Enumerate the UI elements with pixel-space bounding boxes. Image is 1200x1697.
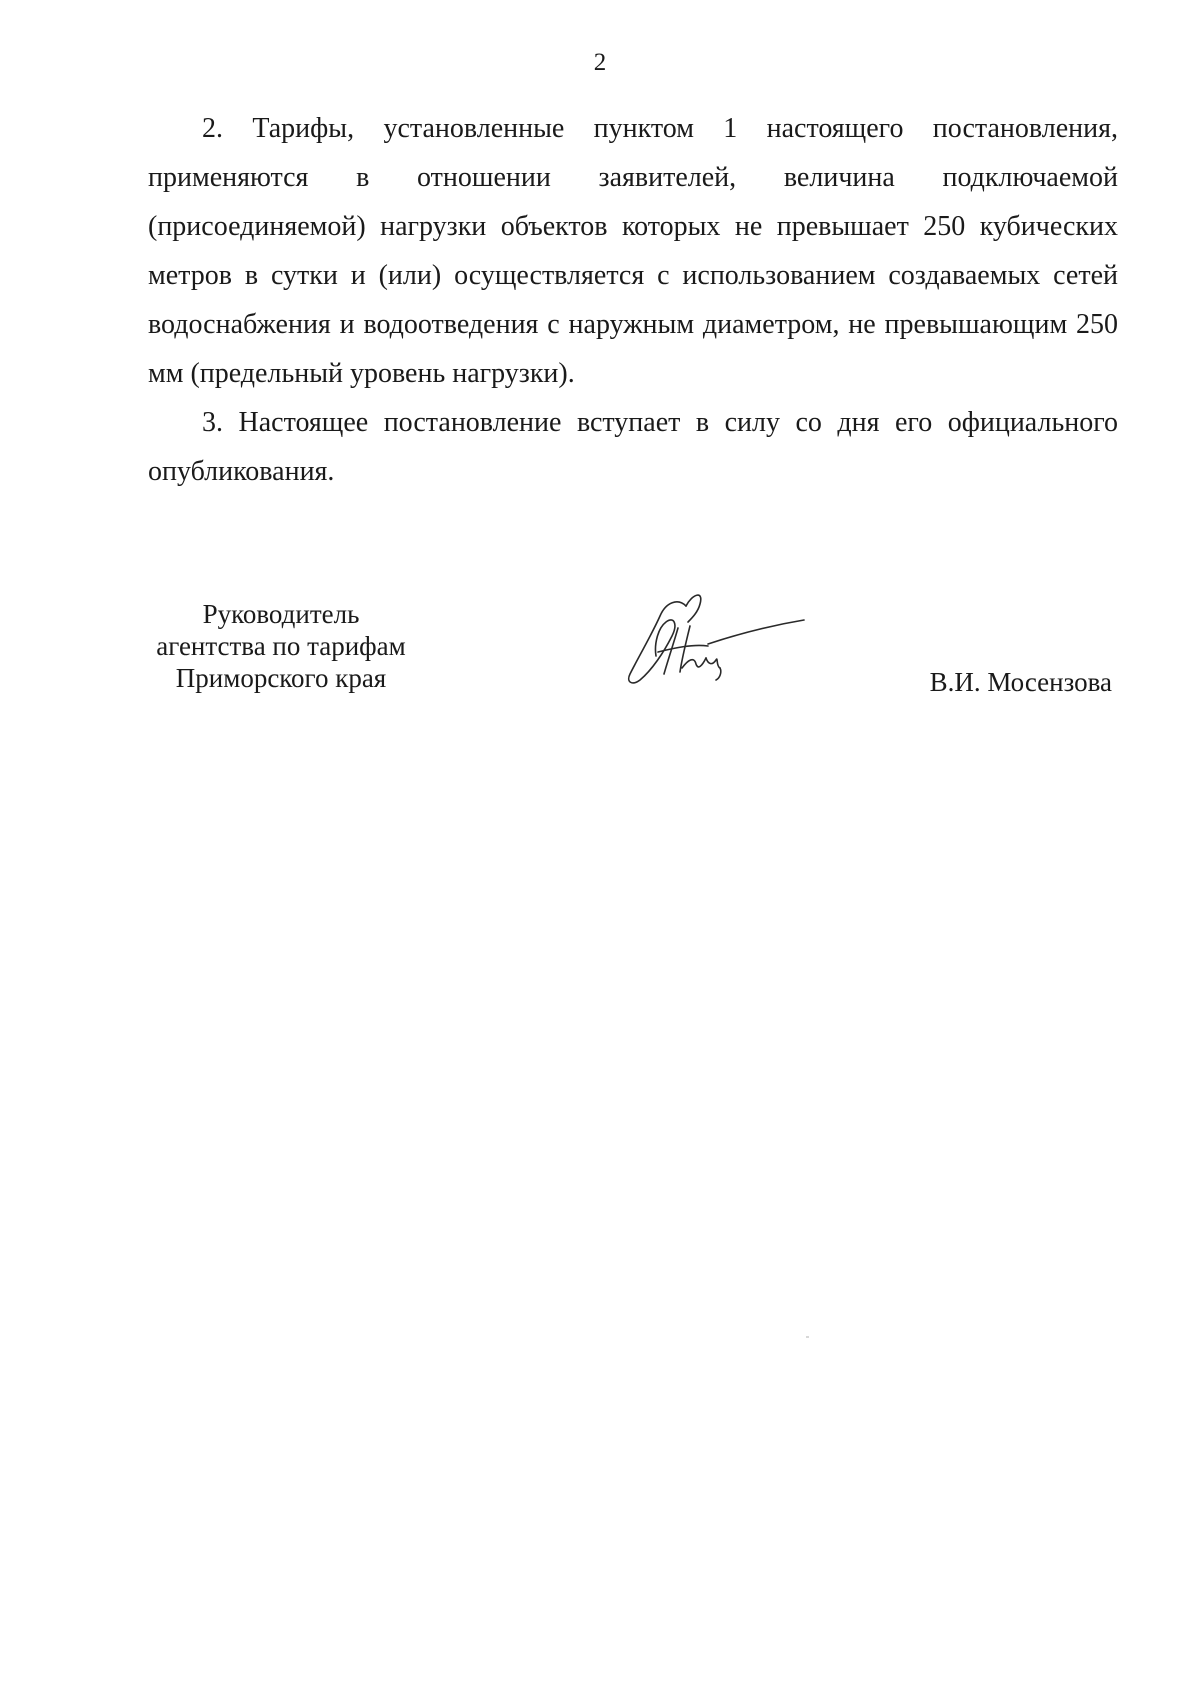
signature-block [146, 598, 1146, 718]
scan-artifact [806, 1336, 809, 1338]
signatory-name: В.И. Мосензова [929, 667, 1112, 697]
position-line-3: Приморского края [175, 663, 387, 693]
handwritten-signature [608, 586, 808, 696]
paragraph-2: 2. Тарифы, установленные пунктом 1 настоящего постановления, применяются в отношении заявителей, величина подключаемой (присоединяемой) нагрузки объектов которых не превышает 250 кубических метров в сутки и (или) осуществляется с использованием создаваемых сетей водоснабжения и водоотведения с наружным диаметром, не превышающим 250 мм (предельный уровень нагрузки). [148, 113, 1118, 389]
paragraph-3: 3. Настоящее постановление вступает в силу со дня его официального опубликования. [148, 407, 1118, 487]
signatory-position [146, 598, 416, 694]
position-line-2: агентства по тарифам [156, 631, 406, 661]
position-line-1: Руководитель [202, 599, 360, 629]
page-number: 2 [593, 49, 607, 76]
document-body [148, 104, 1118, 496]
